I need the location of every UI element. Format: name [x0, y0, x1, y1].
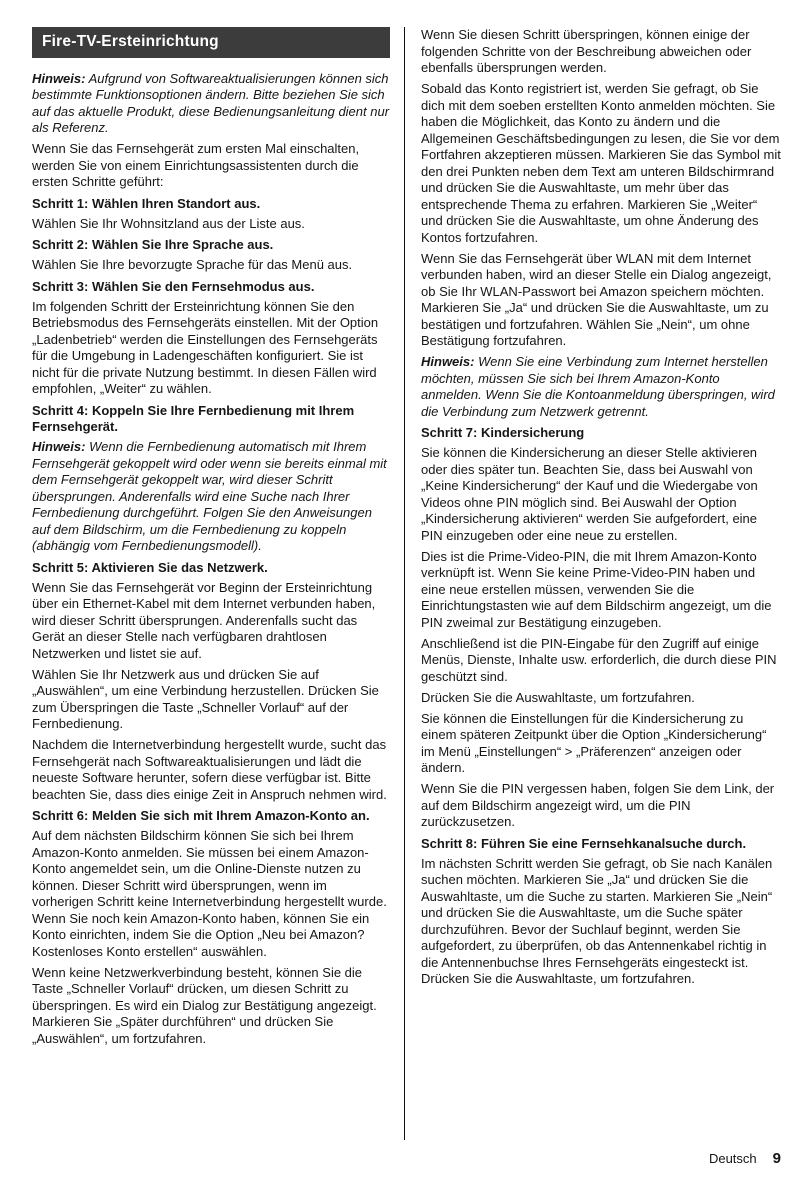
paragraph: Im nächsten Schritt werden Sie gefragt, ob Sie nach Kanälen suchen möchten. Markieren Sie „Ja“ und drücken Sie die Auswahltaste, um die Suche zu starten. Markieren Sie „Nein“ und drücken Sie die Auswahltaste, um die Suche später durchzuführen. Bevor der Suchlauf beginnt, werden Sie aufgefordert, zu überprüfen, ob das Antennenkabel richtig in die Antennenbuchse Ihres Fernsehgeräts eingesteckt ist. Drücken Sie die Auswahltaste, um fortzufahren.: [421, 855, 773, 986]
column-divider: [404, 27, 405, 1140]
paragraph: Wenn Sie diesen Schritt überspringen, können einige der folgenden Schritte von der Beschreibung abweichen oder ebenfalls übersprungen werden.: [421, 27, 752, 75]
right-column: [421, 27, 781, 992]
paragraph: Dies ist die Prime-Video-PIN, die mit Ihrem Amazon-Konto verknüpft ist. Wenn Sie keine Prime-Video-PIN haben und eine neue erstellen müssen, verwenden Sie die Einrichtungstasten wie auf dem Bildschirm angezeigt, um die PIN zweimal zur Bestätigung einzugeben.: [421, 548, 772, 630]
paragraph: Auf dem nächsten Bildschirm können Sie sich bei Ihrem Amazon-Konto anmelden. Sie müssen bei einem Amazon-Konto angemeldet sein, um die Online-Dienste nutzen zu können. Dieser Schritt wird übersprungen, wenn im vorherigen Schritt keine Internetverbindung hergestellt wurde. Wenn Sie noch kein Amazon-Konto haben, können Sie ein Konto einrichten, indem Sie die Option „Neu bei Amazon? Kostenloses Konto erstellen“ auswählen.: [32, 828, 387, 959]
heading-schritt-8: Schritt 8: Führen Sie eine Fernsehkanalsuche durch.: [421, 835, 747, 851]
note-lead: Hinweis:: [32, 70, 86, 86]
page-content: [32, 27, 781, 1140]
paragraph: Wenn Sie die PIN vergessen haben, folgen Sie dem Link, der auf dem Bildschirm angezeigt wird, um die PIN zurückzusetzen.: [421, 781, 775, 829]
paragraph: Nachdem die Internetverbindung hergestellt wurde, sucht das Fernsehgerät nach Softwareaktualisierungen und lädt die neueste Software herunter, sofern diese verfügbar ist. Bitte beachten Sie, dass dies einige Zeit in Anspruch nehmen wird.: [32, 737, 387, 802]
footer-page-number: 9: [772, 1150, 781, 1167]
note: [32, 71, 390, 137]
paragraph: Im folgenden Schritt der Ersteinrichtung können Sie den Betriebsmodus des Fernsehgeräts einstellen. Mit der Option „Ladenbetrieb“ werden die Einstellungen des Fernsehgeräts für die Umgebung in Ladengeschäften konfiguriert. Sie ist nicht für die private Nutzung bestimmt. In diesen Fällen wird empfohlen, „Weiter“ zu wählen.: [32, 298, 379, 397]
paragraph: Sie können die Kindersicherung an dieser Stelle aktivieren oder dies später tun. Beachten Sie, dass bei Auswahl von „Keine Kindersicherung“ der Kauf und die Wiedergabe von Videos ohne PIN möglich sind. Bei Auswahl der Option „Kindersicherung aktivieren“ werden Sie aufgefordert, eine PIN einzugeben oder eine neue zu erstellen.: [421, 445, 758, 543]
left-column: [32, 27, 390, 1052]
heading-schritt-2: Schritt 2: Wählen Sie Ihre Sprache aus.: [32, 237, 274, 253]
paragraph: Wenn Sie das Fernsehgerät zum ersten Mal einschalten, werden Sie von einem Einrichtungsassistenten durch die ersten Schritte geführt:: [32, 141, 360, 190]
note-text: Wenn die Fernbedienung automatisch mit Ihrem Fernsehgerät gekoppelt wird oder wenn sie bereits einmal mit dem Fernsehgerät gekoppelt war, wird dieser Schritt übersprungen. Anderenfalls wird eine Suche nach Ihrer Fernbedienung durchgeführt. Folgen Sie den Anweisungen auf dem Bildschirm, um die Fernbedienung zu koppeln (abhängig vom Fernbedienungsmodell).: [32, 439, 387, 554]
heading-schritt-5: Schritt 5: Aktivieren Sie das Netzwerk.: [32, 559, 268, 575]
heading-schritt-1: Schritt 1: Wählen Ihren Standort aus.: [32, 195, 261, 211]
paragraph: Anschließend ist die PIN-Eingabe für den Zugriff auf einige Menüs, Dienste, Inhalte usw. erforderlich, die durch diese PIN geschützt sind.: [421, 635, 777, 684]
page-title: Fire-TV-Ersteinrichtung: [32, 27, 390, 58]
footer-language: Deutsch: [708, 1151, 757, 1166]
note-text: Wenn Sie eine Verbindung zum Internet herstellen möchten, müssen Sie sich bei Ihrem Amazon-Konto anmelden. Wenn Sie die Kontoanmeldung überspringen, wird die Verbindung zum Netzwerk getrennt.: [421, 354, 775, 419]
heading-schritt-4: Schritt 4: Koppeln Sie Ihre Fernbedienung mit Ihrem Fernsehgerät.: [32, 402, 355, 435]
paragraph: Wenn Sie das Fernsehgerät vor Beginn der Ersteinrichtung über ein Ethernet-Kabel mit dem Internet verbunden haben, wird dieser Schritt übersprungen. Anderenfalls sucht das Gerät an dieser Stelle nach verfügbaren drahtlosen Netzwerken und listet sie auf.: [32, 579, 376, 661]
paragraph: Wählen Sie Ihr Wohnsitzland aus der Liste aus.: [32, 215, 305, 231]
paragraph: Wählen Sie Ihre bevorzugte Sprache für das Menü aus.: [32, 257, 353, 273]
note-lead: Hinweis:: [32, 439, 86, 455]
page-footer: [709, 1150, 781, 1167]
paragraph: Drücken Sie die Auswahltaste, um fortzufahren.: [421, 689, 695, 705]
note: [32, 439, 390, 555]
paragraph: Wählen Sie Ihr Netzwerk aus und drücken Sie auf „Auswählen“, um eine Verbindung herzustellen. Drücken Sie zum Überspringen die Taste „Schneller Vorlauf“ auf der Fernbedienung.: [32, 666, 379, 732]
note-text: Aufgrund von Softwareaktualisierungen können sich bestimmte Funktionsoptionen ändern. Bitte beziehen Sie sich auf das aktuelle Produkt, diese Bedienungsanleitung dient nur als Referenz.: [32, 70, 390, 136]
paragraph: Wenn Sie das Fernsehgerät über WLAN mit dem Internet verbunden haben, wird an dieser Stelle ein Dialog angezeigt, ob Sie Ihr WLAN-Passwort bei Amazon speichern möchten. Markieren Sie „Ja“ und drücken Sie die Auswahltaste, um zu bestätigen und fortzufahren. Wählen Sie „Nein“, um ohne Bestätigung fortzufahren.: [421, 250, 772, 348]
heading-schritt-6: Schritt 6: Melden Sie sich mit Ihrem Amazon-Konto an.: [32, 808, 370, 824]
paragraph: Wenn keine Netzwerkverbindung besteht, können Sie die Taste „Schneller Vorlauf“ drücken, um diesen Schritt zu überspringen. Es wird ein Dialog zur Bestätigung angezeigt. Markieren Sie „Später durchführen“ und drücken Sie „Auswählen“, um fortzufahren.: [32, 964, 377, 1046]
paragraph: Sobald das Konto registriert ist, werden Sie gefragt, ob Sie dich mit dem soeben erstellten Konto anmelden möchten. Sie haben die Möglichkeit, das Konto zu ändern und die Allgemeinen Geschäftsbedingungen zu lesen, die Sie vor dem Fortfahren akzeptieren müssen. Markieren Sie das Symbol mit den drei Punkten neben dem Text am unteren Bildschirmrand und drücken Sie die Auswahltaste, um mehr über das entsprechende Thema zu erfahren. Markieren Sie „Weiter“ und drücken Sie die Auswahltaste, um ohne Änderung des Kontos fortzufahren.: [421, 81, 781, 245]
paragraph: Sie können die Einstellungen für die Kindersicherung zu einem späteren Zeitpunkt über die Option „Kindersicherung“ im Menü „Einstellungen“ > „Präferenzen“ anzeigen oder ändern.: [421, 710, 767, 775]
heading-schritt-3: Schritt 3: Wählen Sie den Fernsehmodus aus.: [32, 278, 315, 294]
note: [421, 354, 781, 420]
heading-schritt-7: Schritt 7: Kindersicherung: [421, 425, 585, 440]
note-lead: Hinweis:: [421, 354, 475, 369]
